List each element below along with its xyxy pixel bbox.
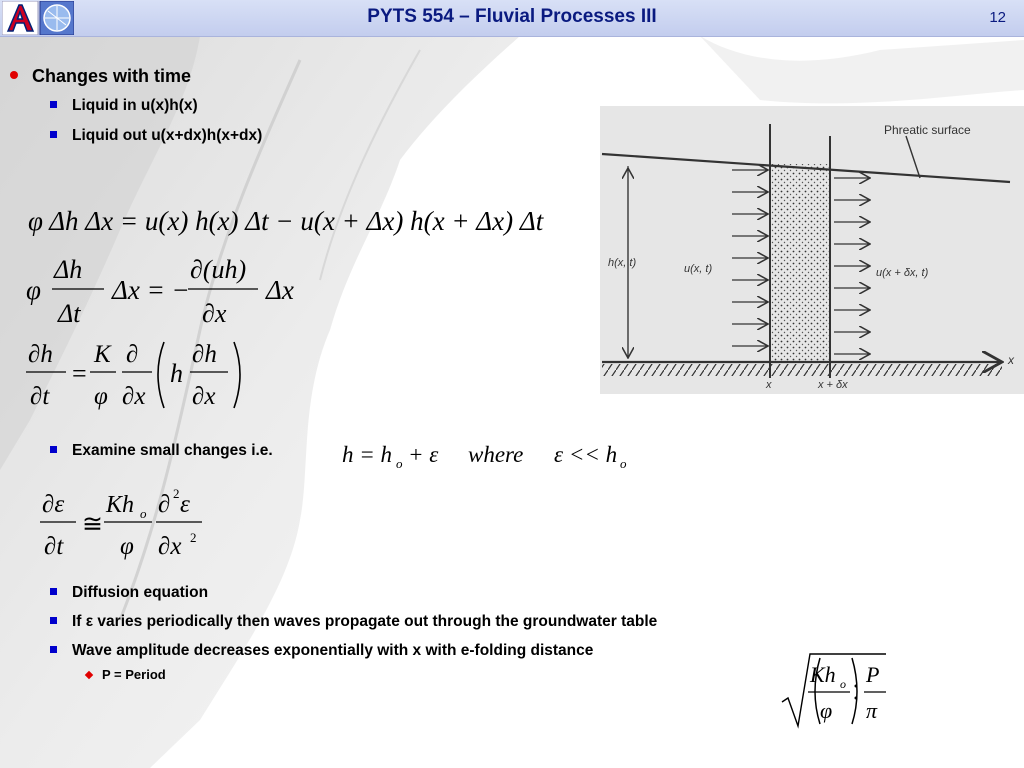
svg-text:∂h: ∂h	[28, 341, 53, 368]
aquifer-diagram	[600, 106, 1024, 394]
svg-text:o: o	[140, 506, 147, 521]
svg-text:∂t: ∂t	[30, 383, 50, 410]
e-folding-distance-formula	[780, 650, 890, 730]
svg-text:∂: ∂	[158, 491, 171, 518]
svg-text:2: 2	[190, 530, 197, 545]
blue-square-bullet-icon	[50, 588, 57, 595]
red-bullet-icon	[10, 71, 18, 79]
svg-text:Δh: Δh	[54, 255, 83, 284]
velocity-left-label: u(x, t)	[684, 263, 713, 275]
svg-text:=: =	[72, 359, 87, 388]
perturbation-equation	[338, 436, 638, 474]
sub-bullet-period: P = Period	[86, 667, 166, 682]
svg-text:∂x: ∂x	[192, 383, 216, 410]
phreatic-surface-label: Phreatic surface	[884, 123, 971, 137]
svg-text:φ: φ	[94, 383, 108, 410]
velocity-right-label: u(x + δx, t)	[876, 267, 929, 279]
svg-text:K: K	[94, 341, 111, 368]
x-position-label: x	[766, 379, 772, 391]
bullet-wave-amplitude: Wave amplitude decreases exponentially with x with e-folding distance	[50, 642, 593, 660]
bullet-liquid-out: Liquid out u(x+dx)h(x+dx)	[50, 127, 262, 145]
svg-text:o: o	[620, 456, 627, 471]
svg-text:∂t: ∂t	[44, 533, 64, 560]
svg-text:+ ε: + ε	[408, 442, 439, 467]
blue-square-bullet-icon	[50, 617, 57, 624]
svg-text:2: 2	[173, 486, 180, 501]
svg-text:Kh: Kh	[810, 662, 836, 687]
svg-text:h = h: h = h	[342, 442, 393, 467]
height-label: h(x, t)	[608, 257, 637, 269]
svg-text:ε << h: ε << h	[554, 442, 618, 467]
groundwater-flow-equation	[22, 338, 262, 414]
svg-text:∂: ∂	[126, 341, 139, 368]
slide-header	[0, 0, 1024, 37]
svg-text:φ Δh Δx = u(x) h(x) Δt − u(x +: φ Δh Δx = u(x) h(x) Δt − u(x + Δx) h(x + Δx) Δt	[28, 206, 544, 236]
svg-text:h: h	[170, 359, 183, 388]
svg-text:≅: ≅	[82, 511, 103, 538]
svg-text:∂x: ∂x	[202, 299, 227, 328]
bullet-diffusion-equation: Diffusion equation	[50, 584, 208, 602]
blue-square-bullet-icon	[50, 101, 57, 108]
diffusion-equation-formula	[36, 484, 216, 564]
svg-text:o: o	[396, 456, 403, 471]
svg-text:φ: φ	[120, 533, 134, 560]
svg-text:Δx = −: Δx = −	[112, 275, 190, 305]
svg-text:where: where	[468, 442, 524, 467]
svg-text:π: π	[866, 698, 878, 723]
svg-text:∂(uh): ∂(uh)	[190, 255, 247, 284]
mass-balance-equation	[22, 196, 582, 246]
svg-text:Δt: Δt	[58, 299, 81, 328]
svg-text:P: P	[866, 662, 880, 687]
blue-square-bullet-icon	[50, 646, 57, 653]
svg-text:∂ε: ∂ε	[42, 491, 65, 518]
svg-text:∂x: ∂x	[158, 533, 182, 560]
x-axis-label: x	[1008, 353, 1014, 367]
svg-text:ε: ε	[180, 491, 190, 518]
svg-text:Δx: Δx	[266, 275, 294, 305]
flux-equation	[22, 252, 312, 330]
svg-text:Kh: Kh	[106, 492, 135, 518]
bullet-liquid-in: Liquid in u(x)h(x)	[50, 97, 198, 115]
blue-square-bullet-icon	[50, 446, 57, 453]
svg-text:φ: φ	[26, 275, 41, 305]
blue-square-bullet-icon	[50, 131, 57, 138]
page-number: 12	[989, 9, 1006, 26]
bullet-changes-with-time: Changes with time	[10, 66, 191, 87]
bullet-periodic-waves: If ε varies periodically then waves propagate out through the groundwater table	[50, 613, 657, 631]
red-diamond-bullet-icon	[85, 671, 93, 679]
x-plus-dx-label: x + δx	[818, 379, 848, 391]
slide-title: PYTS 554 – Fluvial Processes III	[367, 6, 657, 27]
svg-text:o: o	[840, 677, 846, 691]
bullet-examine-small-changes: Examine small changes i.e.	[50, 442, 273, 460]
svg-text:∂x: ∂x	[122, 383, 146, 410]
svg-text:∂h: ∂h	[192, 341, 217, 368]
svg-text:φ: φ	[820, 698, 833, 723]
